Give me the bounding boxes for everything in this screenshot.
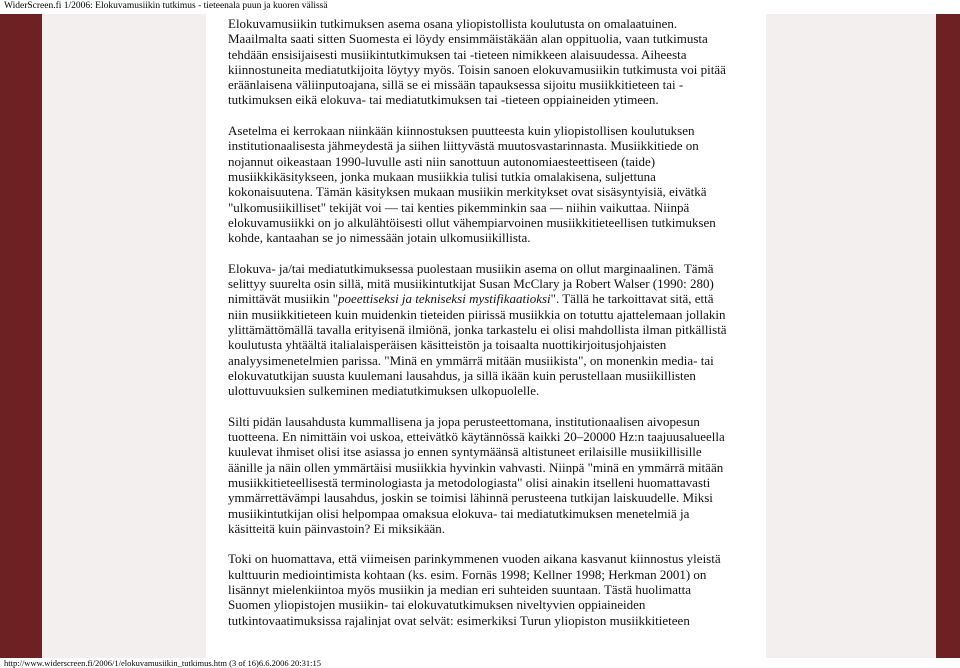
- paragraph-3-after: ". Tällä he tarkoittavat sitä, että niin musiikkitieteen kuin muidenkin tieteiden piirissä musiikkia on totuttu ajattelemaan jollakin ylittämättömällä tavalla erityisenä ilmiönä, jonka tarkastelu ei olisi mahdollista ilman pitkällistä koulutusta yhtäältä italialaisperäisen käsitteistön ja toisaalta nuottikirjoitusjohjaisten analyysimenetelmien parissa. "Minä en ymmärrä mitään musiikista", on monenkin media- tai elokuvatutkijan suusta kuulemani lausahdus, ja sillä ikään kuin perustellaan musiikillisten ulottuvuuksien sulkeminen mediatutkimuksen ulkopuolelle.: [228, 291, 727, 399]
- footer-url: http://www.widerscreen.fi/2006/1/elokuvamusiikin_tutkimus.htm (3 of 16)6.6.2006 20:31:15: [4, 658, 321, 668]
- paragraph-1: Elokuvamusiikin tutkimuksen asema osana yliopistollista koulutusta on omalaatuinen. Maailmalta saati sitten Suomesta ei löydy ensimmäistäkään alan oppituolia, vaan tutkimusta tehdään ensisijaisesti musiikintutkimuksen tai -tieteen nimikkeen alaisuudessa. Aiheesta kiinnostuneita mediatutkijoita löytyy myös. Toisin sanoen elokuvamusiikin tutkimusta voi pitää eräänlaisena väliinputoajana, sillä se ei missään tapauksessa sijoitu musiikkitieteen tai -tutkimuksen eikä elokuva- tai mediatutkimuksen tai -tieteen oppiaineiden ytimeen.: [228, 16, 726, 108]
- right-sidebar-band: [936, 14, 960, 658]
- left-page-margin: [42, 14, 206, 658]
- browser-print-footer: [0, 658, 960, 668]
- paragraph-2: Asetelma ei kerrokaan niinkään kiinnostuksen puutteesta kuin yliopistollisen koulutuksen institutionaalisesta jähmeydestä ja siihen liittyvästä muutosvastarinnasta. Musiikkitiede on nojannut oikeastaan 1990-luvulle asti niin sanottuun autonomiaesteettiseen (taide) musiikkikäsitykseen, jonka mukaan musiikkia tulisi tutkia omalakisena, suljettuna kokonaisuutena. Tämän käsityksen mukaan musiikin merkitykset ovat sisäsyntyisiä, eivätkä "ulkomusiikilliset" tekijät voi — tai kenties pikemminkin saa — niihin vaikuttaa. Niinpä elokuvamusiikki on jo alkulähtöisesti ollut vähempiarvoinen musiikkitieteellisen tutkimuksen kohde, kantaahan se jo nimessään jotain ulkomusiikillista.: [228, 123, 716, 246]
- paragraph-3: [228, 261, 728, 399]
- article-content: [206, 14, 766, 658]
- paragraph-3-italic-quote: poeettiseksi ja tekniseksi mystifikaatioksi: [338, 291, 551, 307]
- header-title: WiderScreen.fi 1/2006: Elokuvamusiikin tutkimus - tieteenala puun ja kuoren välissä: [4, 1, 328, 11]
- paragraph-4: Silti pidän lausahdusta kummallisena ja jopa perusteettomana, institutionaalisen aivopesun tuotteena. En nimittäin voi uskoa, etteivätkö käytännössä kaikki 20–20000 Hz:n taajuusalueella kuulevat ihmiset olisi itse asiassa jo ennen syntymäänsä altistuneet erilaisille musiikillisille äänille ja näin ollen ymmärtäisi musiikkia hyvinkin vahvasti. Niinpä "minä en ymmärrä mitään musiikkitieteellisestä terminologiasta ja metodologiasta" olisi ainakin itselleni huomattavasti ymmärrettävämpi lausahdus, joskin se toimisi lähinnä perusteena tutkijan laiskuudelle. Miksi musiikintutkijan olisi helpompaa omaksua elokuva- tai mediatutkimuksen menetelmiä ja käsitteitä kuin päinvastoin? Ei miksikään.: [228, 413, 725, 536]
- right-page-margin: [766, 14, 936, 658]
- article-text: [228, 16, 728, 643]
- left-sidebar-band: [0, 14, 42, 658]
- paragraph-3-before: Elokuva- ja/tai mediatutkimuksessa puolestaan musiikin asema on ollut marginaalinen. Tämä selittyy suurelta osin sillä, mitä musiikintutkijat Susan McClary ja Robert Walser (1990: 280) nimittävät musiikin ": [228, 260, 714, 307]
- paragraph-5: Toki on huomattava, että viimeisen parinkymmenen vuoden aikana kasvanut kiinnostus yleistä kulttuurin mediointimista kohtaan (ks. esim. Fornäs 1998; Kellner 1998; Herkman 2001) on lisännyt mielenkiintoa myös musiikin ja median eri suhteiden suuntaan. Tästä huolimatta Suomen yliopistojen musiikin- tai elokuvatutkimuksen niveltyvien oppiaineiden tutkintovaatimuksissa rajalinjat ovat selvät: esimerkiksi Turun yliopiston musiikkitieteen: [228, 551, 721, 628]
- browser-print-header: [0, 0, 960, 12]
